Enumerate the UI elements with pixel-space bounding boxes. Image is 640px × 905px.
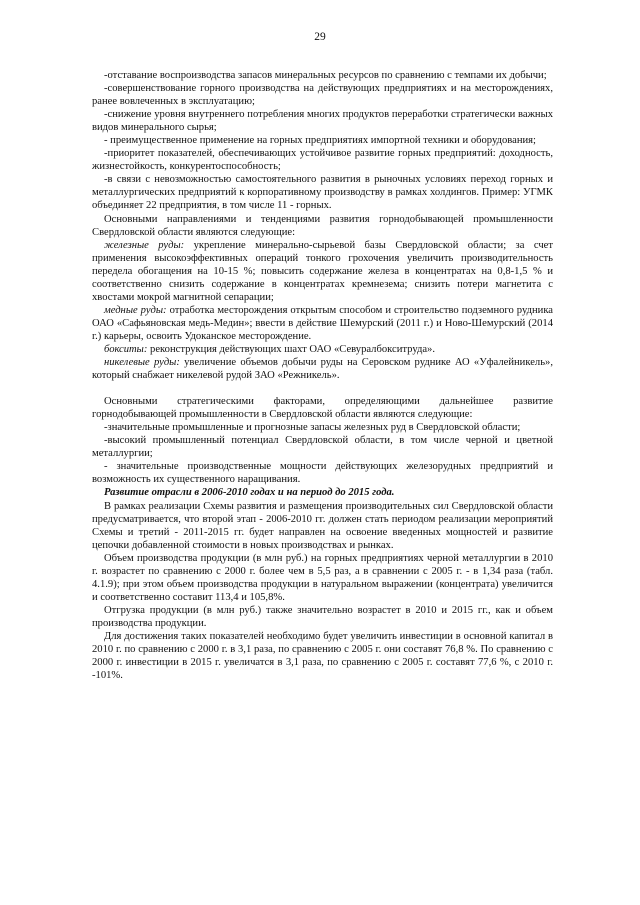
paragraph-holdings-transition: -в связи с невозможностью самостоятельного развития в рыночных условиях переход горных и металлургических предприятий к корпоративному производству в рамках холдингов. Пример: УГМК объединяет 22 предприятия, в том числе 11 - горных. <box>92 174 553 212</box>
paragraph-investments: Для достижения таких показателей необходимо будет увеличить инвестиции в основной капитал в 2010 г. по сравнению с 2000 г. в 3,1 раза, по сравнению с 2005 г. они составят 76,8 %. По сравнению с 2000 г. инвестиции в 2015 г. увеличатся в 3,1 раза, по сравнению с 2005 г. составят 77,6 %, с 2010 г. -101%. <box>92 630 553 682</box>
paragraph-gap <box>92 382 553 395</box>
section-heading: Развитие отрасли в 2006-2010 годах и на период до 2015 года. <box>104 487 395 499</box>
paragraph-strategic-factors: Основными стратегическими факторами, определяющими дальнейшее развитие горнодобывающей промышленности в Свердловской области являются следующие: <box>92 396 553 421</box>
paragraph-iron-reserves: -значительные промышленные и прогнозные запасы железных руд в Свердловской области; <box>104 422 521 434</box>
paragraph-copper-ores <box>92 304 553 343</box>
paragraph-scheme-implementation: В рамках реализации Схемы развития и размещения производительных сил Свердловской области предусматривается, что второй этап - 2006-2010 гг. должен стать периодом реализации мероприятий Схемы и третий - 2011-2015 гг. будет направлен на освоение введенных мощностей и развитие цепочки добавленной стоимости в новых производствах и рынках. <box>92 500 553 551</box>
paragraph-shipment: Отгрузка продукции (в млн руб.) также значительно возрастет в 2010 и 2015 гг., как и объем производства продукции. <box>92 604 553 629</box>
copper-ores-text: отработка месторождения открытым способом и строительство подземного рудника ОАО «Сафьяновская медь-Медин»; ввести в действие Шемурский (2011 г.) и Ново-Шемурский (2014 г.) карьеры, освоить Удоканское месторождение. <box>92 304 554 342</box>
page-content <box>92 69 553 682</box>
paragraph-mining-improvement: -совершенствование горного производства на действующих предприятиях и на месторождениях, ранее вовлеченных в эксплуатацию; <box>92 83 553 108</box>
paragraph-production-capacity: - значительные производственные мощности действующих железорудных предприятий и возможность их существенного наращивания. <box>92 461 553 486</box>
paragraph-consumption-decline: -снижение уровня внутреннего потребления многих продуктов переработки стратегически важных видов минерального сырья; <box>92 109 553 134</box>
page-number: 29 <box>314 31 326 43</box>
nickel-ores-label: никелевые руды: <box>104 357 180 369</box>
paragraph-production-volume: Объем производства продукции (в млн руб.) на горных предприятиях черной металлургии в 2010 г. возрастет по сравнению с 2000 г. более чем в 5,5 раз, а в сравнении с 2005 г. - в 1,34 раза (табл. 4.1.9); при этом объем производства продукции в натуральном выражении (концентрата) увеличится и соответственно составит 113,4 и 105,8%. <box>92 552 553 603</box>
copper-ores-label: медные руды: <box>104 304 167 316</box>
paragraph-priority-indicators: -приоритет показателей, обеспечивающих устойчивое развитие горных предприятий: доходность, жизнестойкость, конкурентоспособность; <box>92 148 553 173</box>
nickel-ores-text: увеличение объемов добычи руды на Серовском руднике АО «Уфалейникель», который снабжает никелевой рудой ЗАО «Режникель». <box>92 357 553 382</box>
bauxites-text: реконструкция действующих шахт ОАО «Севуралбокситруда». <box>147 343 435 355</box>
paragraph-industrial-potential: -высокий промышленный потенциал Свердловской области, в том числе черной и цветной металлургии; <box>92 435 553 460</box>
paragraph-nickel-ores <box>92 356 553 382</box>
paragraph-reserves-lag: -отставание воспроизводства запасов минеральных ресурсов по сравнению с темпами их добычи; <box>104 70 547 81</box>
iron-ores-text: укрепление минерально-сырьевой базы Свердловской области; за счет применения высокоэффективных операций тонкого грохочения увеличить производительность передела обогащения на 10-15 %; повысить содержание железа в концентратах на 0,8-1,5 % и соответственно снизить содержание в концентратах кремнезема; снизить потери магнетита с хвостами мокрой магнитной сепарации; <box>92 239 554 303</box>
bauxites-label: бокситы: <box>104 343 148 355</box>
paragraph-imported-equipment: - преимущественное применение на горных предприятиях импортной техники и оборудования; <box>104 135 536 147</box>
paragraph-bauxites <box>92 343 553 356</box>
paragraph-main-directions: Основными направлениями и тенденциями развития горнодобывающей промышленности Свердловской области являются следующие: <box>92 213 553 238</box>
iron-ores-label: железные руды: <box>104 239 185 251</box>
paragraph-iron-ores <box>92 239 553 304</box>
